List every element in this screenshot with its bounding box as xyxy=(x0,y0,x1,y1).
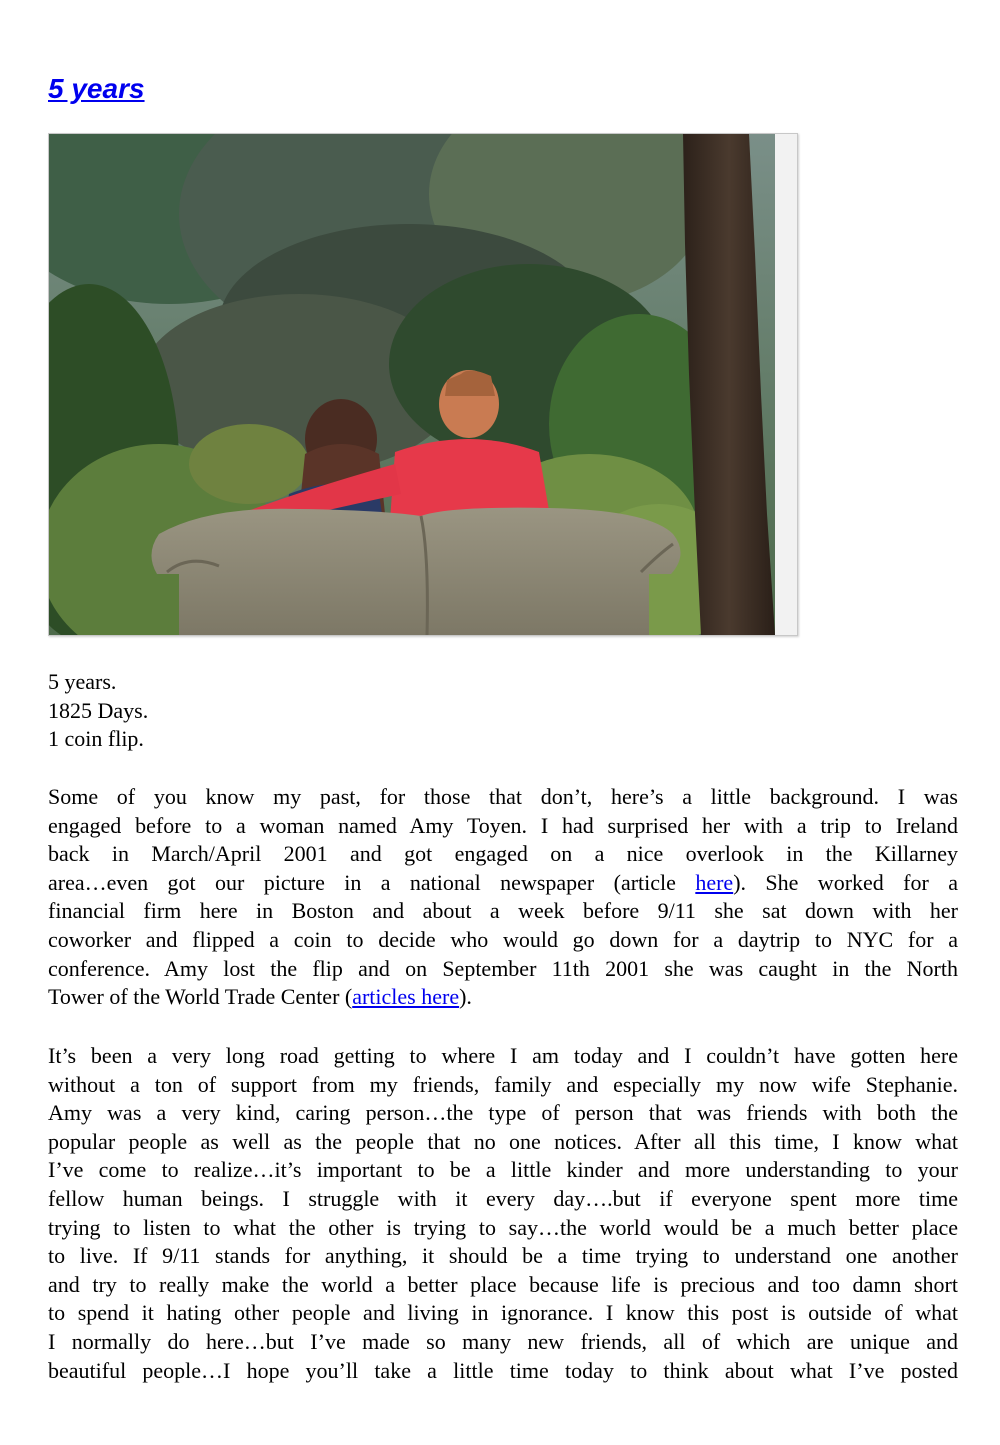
paragraph-line: coworker and flipped a coin to decide who would go down for a daytrip to NYC for a xyxy=(48,926,958,952)
stats-line: 1 coin flip. xyxy=(48,726,144,752)
articles-link[interactable]: articles here xyxy=(352,984,460,1010)
paragraph-line: I’ve come to realize…it’s important to be a little kinder and more understanding to your xyxy=(48,1157,958,1183)
paragraph-line: financial firm here in Boston and about a week before 9/11 she sat down with her xyxy=(48,898,958,924)
paragraph-line: popular people as well as the people that no one notices. After all this time, I know what xyxy=(48,1128,958,1154)
article-link[interactable]: here xyxy=(695,869,734,895)
paragraph-line: to spend it hating other people and living in ignorance. I know this post is outside of what xyxy=(48,1300,958,1326)
paragraph-line: without a ton of support from my friends, family and especially my now wife Stephanie. xyxy=(48,1071,958,1097)
line-text: ). She worked for a xyxy=(733,869,958,895)
paragraph-line: to live. If 9/11 stands for anything, it should be a time trying to understand one another xyxy=(48,1243,958,1269)
paragraph-line xyxy=(48,983,958,1012)
paragraph-line: engaged before to a woman named Amy Toyen. I had surprised her with a trip to Ireland xyxy=(48,812,958,838)
paragraph-reflection xyxy=(48,1042,958,1385)
paragraph-line: fellow human beings. I struggle with it every day….but if everyone spent more time xyxy=(48,1185,958,1211)
line-text: Tower of the World Trade Center ( xyxy=(48,984,353,1010)
paragraph-line: trying to listen to what the other is trying to say…the world would be a much better place xyxy=(48,1214,958,1240)
paragraph-line xyxy=(48,869,958,898)
paragraph-line: Some of you know my past, for those that don’t, here’s a little background. I was xyxy=(48,784,958,809)
photo-couple-on-bench-icon xyxy=(49,134,797,635)
line-text: ). xyxy=(459,984,472,1010)
paragraph-background xyxy=(48,783,958,1012)
stats-line: 5 years. xyxy=(48,669,117,694)
paragraph-line: and try to really make the world a better place because life is precious and too damn short xyxy=(48,1271,958,1297)
paragraph-line: Amy was a very kind, caring person…the type of person that was friends with both the xyxy=(48,1100,958,1126)
paragraph-line: beautiful people…I hope you’ll take a little time today to think about what I’ve posted xyxy=(48,1357,958,1383)
paragraph-line: I normally do here…but I’ve made so many new friends, all of which are unique and xyxy=(48,1328,958,1354)
paragraph-line: back in March/April 2001 and got engaged on a nice overlook in the Killarney xyxy=(48,841,958,867)
post-photo xyxy=(48,133,798,636)
post-stats xyxy=(48,668,958,754)
paragraph-line: conference. Amy lost the flip and on September 11th 2001 she was caught in the North xyxy=(48,955,958,981)
post-title-link[interactable]: 5 years xyxy=(48,73,145,104)
paragraph-line: It’s been a very long road getting to where I am today and I couldn’t have gotten here xyxy=(48,1043,958,1068)
stats-line: 1825 Days. xyxy=(48,697,149,723)
line-text: area…even got our picture in a national newspaper (article xyxy=(48,869,696,895)
